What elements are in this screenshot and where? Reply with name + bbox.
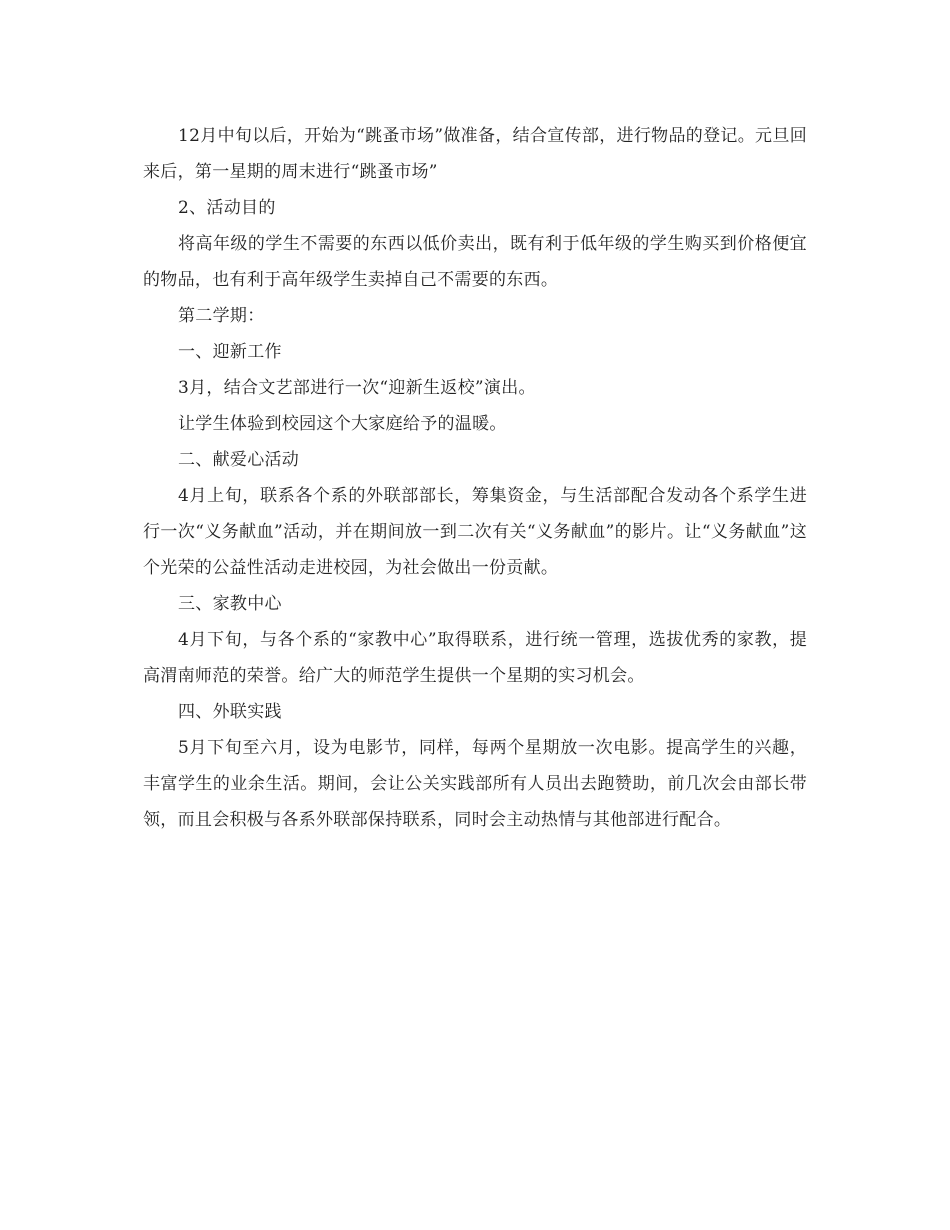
paragraph-tutoring-center: 4月下旬，与各个系的“家教中心”取得联系，进行统一管理，选拔优秀的家教，提高渭南师范的荣誉。给广大的师范学生提供一个星期的实习机会。 [143,630,807,686]
document-body [143,118,807,838]
paragraph-film-festival: 5月下旬至六月，设为电影节，同样，每两个星期放一次电影。提高学生的兴趣，丰富学生的业余生活。期间，会让公关实践部所有人员出去跑赞助，前几次会由部长带领，而且会积极与各系外联部保持联系，同时会主动热情与其他部进行配合。 [143,738,807,830]
heading-activity-purpose: 2、活动目的 [178,198,276,218]
heading-tutoring-center: 三、家教中心 [178,594,282,614]
paragraph-blood-donation: 4月上旬，联系各个系的外联部部长，筹集资金，与生活部配合发动各个系学生进行一次“义务献血”活动，并在期间放一到二次有关“义务献血”的影片。让“义务献血”这个光荣的公益性活动走进校园，为社会做出一份贡献。 [143,486,807,578]
paragraph-welcome-show: 3月，结合文艺部进行一次“迎新生返校”演出。 [178,378,536,398]
heading-second-semester: 第二学期： [178,306,265,326]
heading-outreach-practice: 四、外联实践 [178,702,282,722]
paragraph-flea-market-schedule: 12月中旬以后，开始为“跳蚤市场”做准备，结合宣传部，进行物品的登记。元旦回来后，第一星期的周末进行“跳蚤市场” [143,126,807,182]
paragraph-activity-purpose: 将高年级的学生不需要的东西以低价卖出，既有利于低年级的学生购买到价格便宜的物品，也有利于高年级学生卖掉自己不需要的东西。 [143,234,807,290]
paragraph-welcome-warmth: 让学生体验到校园这个大家庭给予的温暖。 [178,414,507,434]
heading-welcome-work: 一、迎新工作 [178,342,282,362]
heading-charity-activity: 二、献爱心活动 [178,450,300,470]
